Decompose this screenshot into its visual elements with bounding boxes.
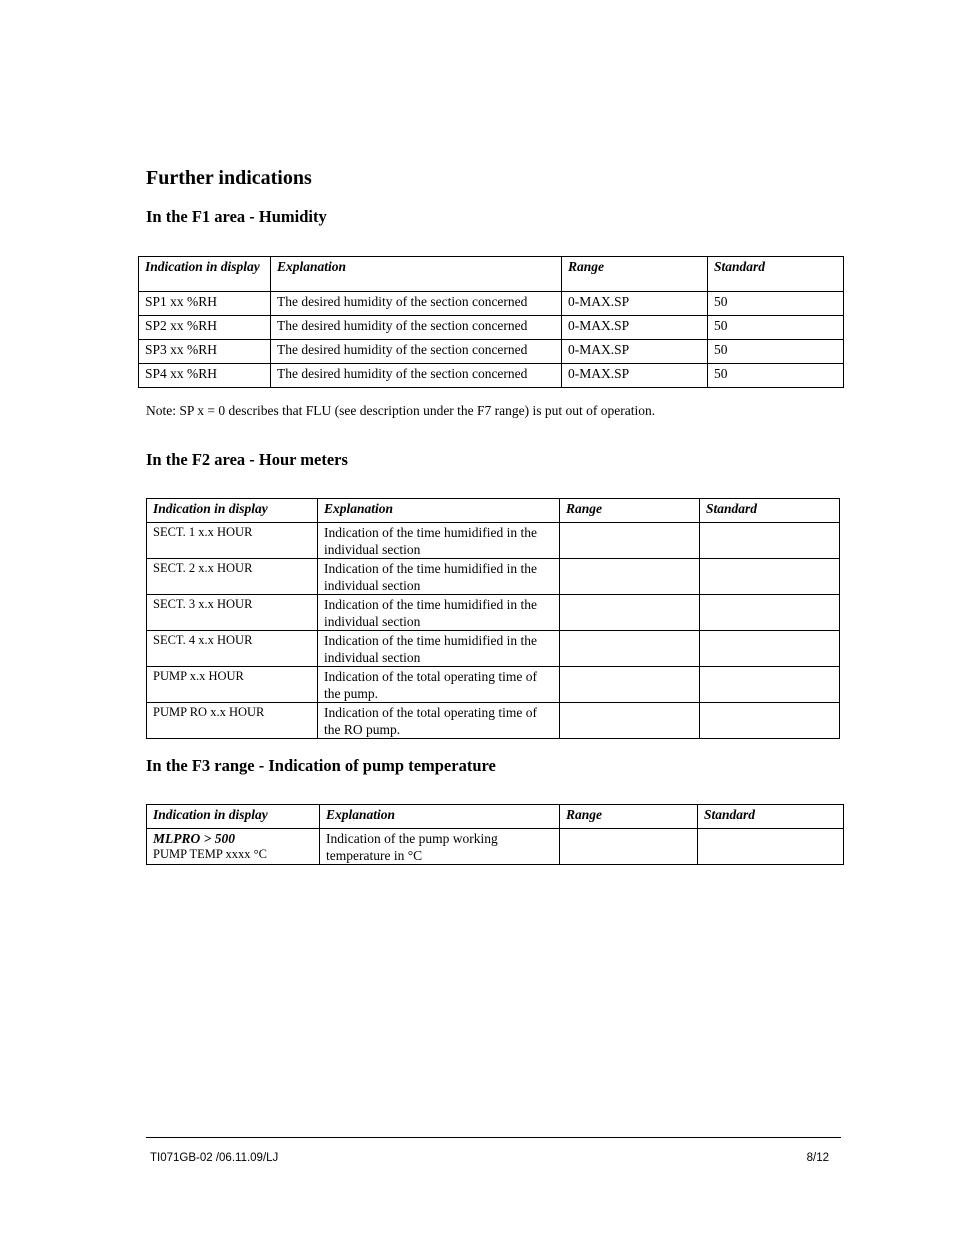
- f3-col-explanation: Explanation: [320, 805, 560, 829]
- table-row: [147, 631, 840, 667]
- f2-cell-range: [560, 523, 700, 559]
- f2-header-row: [147, 499, 840, 523]
- f2-cell-indication: SECT. 2 x.x HOUR: [147, 559, 318, 595]
- table-row: [139, 340, 844, 364]
- footer-page-number: 8/12: [806, 1152, 829, 1164]
- f1-cell-explanation: The desired humidity of the section concerned: [271, 340, 562, 364]
- f3-cell-range: [560, 829, 698, 865]
- f1-table: [138, 256, 844, 388]
- f1-cell-standard: 50: [708, 340, 844, 364]
- f2-cell-indication: SECT. 4 x.x HOUR: [147, 631, 318, 667]
- f3-cell-explanation: Indication of the pump working temperature in °C: [320, 829, 560, 865]
- f2-cell-indication: PUMP x.x HOUR: [147, 667, 318, 703]
- f1-cell-indication: SP1 xx %RH: [139, 292, 271, 316]
- table-row: [147, 595, 840, 631]
- f2-cell-range: [560, 703, 700, 739]
- f2-cell-range: [560, 667, 700, 703]
- f1-heading: In the F1 area - Humidity: [146, 207, 327, 226]
- f3-cell-standard: [698, 829, 844, 865]
- f2-table: [146, 498, 840, 739]
- table-row: [139, 292, 844, 316]
- f1-col-explanation: Explanation: [271, 257, 562, 292]
- f3-model-label: MLPRO > 500: [153, 831, 235, 846]
- f3-col-range: Range: [560, 805, 698, 829]
- f2-cell-standard: [700, 631, 840, 667]
- f2-cell-range: [560, 559, 700, 595]
- f2-cell-indication: PUMP RO x.x HOUR: [147, 703, 318, 739]
- f2-cell-standard: [700, 703, 840, 739]
- f1-cell-indication: SP3 xx %RH: [139, 340, 271, 364]
- footer-doc-ref: TI071GB-02 /06.11.09/LJ: [150, 1152, 279, 1164]
- f2-col-standard: Standard: [700, 499, 840, 523]
- f1-cell-explanation: The desired humidity of the section concerned: [271, 364, 562, 388]
- f3-heading: In the F3 range - Indication of pump temperature: [146, 756, 496, 775]
- f2-cell-explanation: Indication of the time humidified in the individual section: [318, 523, 560, 559]
- footer-rule: [146, 1137, 841, 1138]
- f2-cell-standard: [700, 667, 840, 703]
- f1-col-range: Range: [562, 257, 708, 292]
- f3-table: [146, 804, 844, 865]
- f1-header-row: [139, 257, 844, 292]
- f3-col-standard: Standard: [698, 805, 844, 829]
- f2-cell-range: [560, 595, 700, 631]
- f2-cell-explanation: Indication of the time humidified in the individual section: [318, 631, 560, 667]
- table-row: [147, 667, 840, 703]
- f1-cell-range: 0-MAX.SP: [562, 340, 708, 364]
- f1-cell-range: 0-MAX.SP: [562, 316, 708, 340]
- f1-cell-explanation: The desired humidity of the section concerned: [271, 316, 562, 340]
- f2-cell-standard: [700, 559, 840, 595]
- table-row: [147, 703, 840, 739]
- page-title: Further indications: [146, 167, 312, 189]
- f1-cell-range: 0-MAX.SP: [562, 292, 708, 316]
- f2-col-range: Range: [560, 499, 700, 523]
- f3-col-indication: Indication in display: [147, 805, 320, 829]
- f2-cell-explanation: Indication of the time humidified in the individual section: [318, 559, 560, 595]
- f1-cell-indication: SP2 xx %RH: [139, 316, 271, 340]
- f1-col-indication: Indication in display: [139, 257, 271, 292]
- f2-cell-explanation: Indication of the total operating time of the RO pump.: [318, 703, 560, 739]
- f2-cell-explanation: Indication of the time humidified in the individual section: [318, 595, 560, 631]
- f2-cell-standard: [700, 595, 840, 631]
- f2-col-indication: Indication in display: [147, 499, 318, 523]
- f2-cell-range: [560, 631, 700, 667]
- f2-cell-explanation: Indication of the total operating time of the pump.: [318, 667, 560, 703]
- f1-cell-range: 0-MAX.SP: [562, 364, 708, 388]
- f3-header-row: [147, 805, 844, 829]
- f1-cell-standard: 50: [708, 364, 844, 388]
- f2-heading: In the F2 area - Hour meters: [146, 450, 348, 469]
- table-row: [147, 559, 840, 595]
- f1-cell-explanation: The desired humidity of the section concerned: [271, 292, 562, 316]
- f2-cell-indication: SECT. 1 x.x HOUR: [147, 523, 318, 559]
- f2-cell-indication: SECT. 3 x.x HOUR: [147, 595, 318, 631]
- f3-display-text: PUMP TEMP xxxx °C: [153, 847, 267, 861]
- table-row: [147, 523, 840, 559]
- f3-cell-indication: [147, 829, 320, 865]
- table-row: [139, 364, 844, 388]
- f1-cell-standard: 50: [708, 292, 844, 316]
- f2-cell-standard: [700, 523, 840, 559]
- f1-note: Note: SP x = 0 describes that FLU (see description under the F7 range) is put out of operation.: [146, 403, 656, 418]
- table-row: [147, 829, 844, 865]
- f2-col-explanation: Explanation: [318, 499, 560, 523]
- table-row: [139, 316, 844, 340]
- f1-cell-indication: SP4 xx %RH: [139, 364, 271, 388]
- f1-cell-standard: 50: [708, 316, 844, 340]
- f1-col-standard: Standard: [708, 257, 844, 292]
